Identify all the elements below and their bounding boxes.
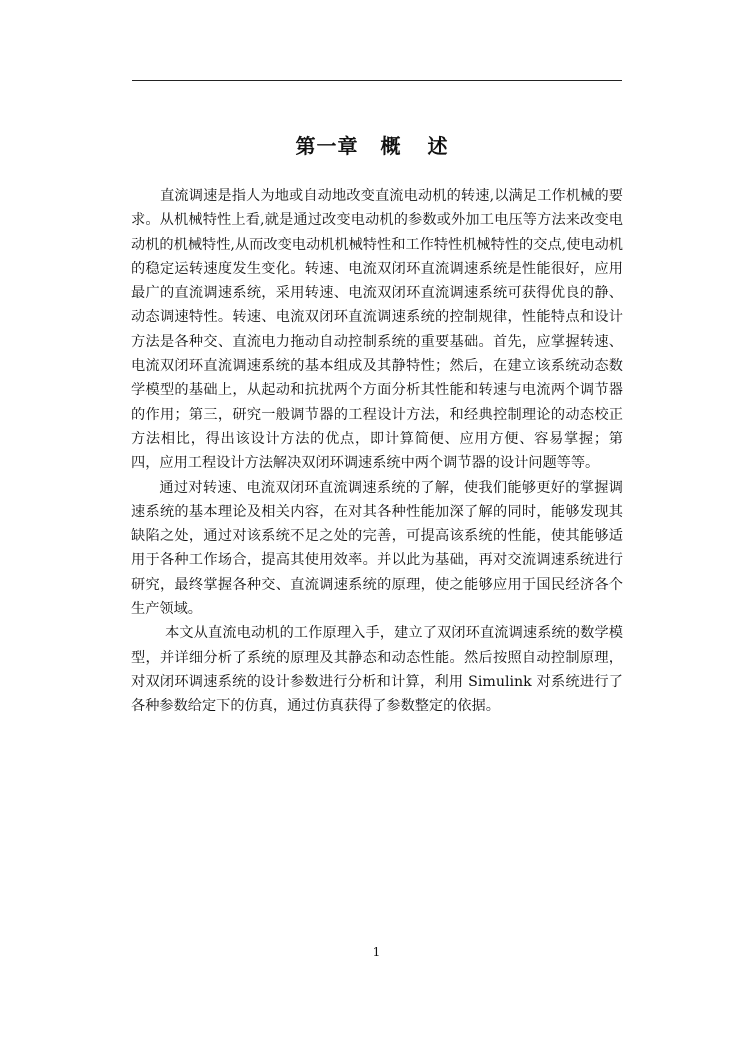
chapter-title <box>0 133 753 159</box>
header-rule <box>132 80 622 81</box>
body-text <box>131 184 623 719</box>
page-number: 1 <box>372 945 381 959</box>
paragraph-1: 直流调速是指人为地或自动地改变直流电动机的转速,以满足工作机械的要求。从机械特性上看,就是通过改变电动机的参数或外加工电压等方法来改变电动机的机械特性,从而改变电动机机械特性和工作特性机械特性的交点,使电动机的稳定运转速度发生变化。转速、电流双闭环直流调速系统是性能很好，应用最广的直流调速系统，采用转速、电流双闭环直流调速系统可获得优良的静、动态调速特性。转速、电流双闭环直流调速系统的控制规律，性能特点和设计方法是各种交、直流电力拖动自动控制系统的重要基础。首先，应掌握转速、电流双闭环直流调速系统的基本组成及其静特性；然后，在建立该系统动态数学模型的基础上，从起动和抗扰两个方面分析其性能和转速与电流两个调节器的作用；第三，研究一般调节器的工程设计方法，和经典控制理论的动态校正方法相比，得出该设计方法的优点，即计算简便、应用方便、容易掌握；第四，应用工程设计方法解决双闭环调速系统中两个调节器的设计问题等等。 <box>131 188 623 472</box>
paragraph-3: 本文从直流电动机的工作原理入手，建立了双闭环直流调速系统的数学模型，并详细分析了系统的原理及其静态和动态性能。然后按照自动控制原理，对双闭环调速系统的设计参数进行分析和计算，利用 Simulink 对系统进行了各种参数给定下的仿真，通过仿真获得了参数整定的依据。 <box>131 625 623 715</box>
chapter-number: 第一章 <box>295 134 359 158</box>
chapter-name: 概 述 <box>380 134 458 158</box>
paragraph-2: 通过对转速、电流双闭环直流调速系统的了解，使我们能够更好的掌握调速系统的基本理论及相关内容，在对其各种性能加深了解的同时，能够发现其缺陷之处，通过对该系统不足之处的完善，可提高该系统的性能，使其能够适用于各种工作场合，提高其使用效率。并以此为基础，再对交流调速系统进行研究，最终掌握各种交、直流调速系统的原理，使之能够应用于国民经济各个生产领域。 <box>131 479 623 618</box>
